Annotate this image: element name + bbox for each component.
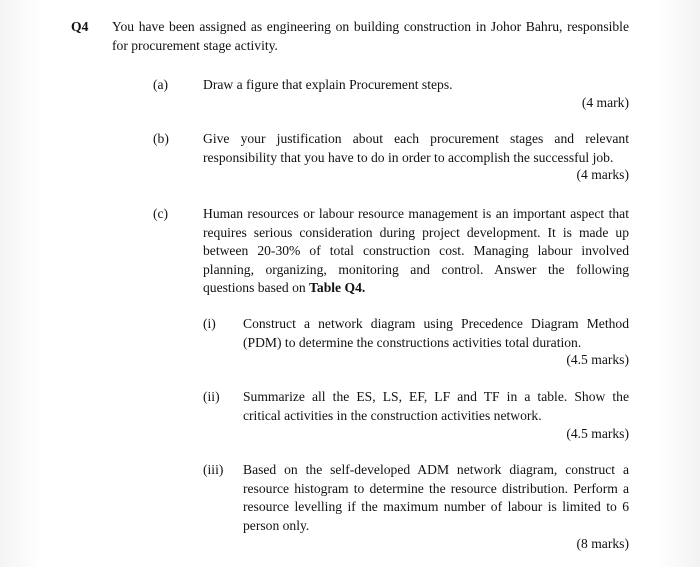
table-reference: Table Q4.	[309, 280, 366, 295]
part-c-text: Human resources or labour resource management is an important aspect that requires serious consideration during project development. It is made up between 20-30% of total construction cost. Managing labour involved planning, organizing, monitoring and control. Answer the following questions based on Table Q4.	[203, 206, 629, 295]
part-c-iii-marks: (8 marks)	[576, 536, 629, 551]
part-a-label: (a)	[153, 77, 169, 92]
part-b-text: Give your justification about each procurement stages and relevant responsibility that you have to do in order to accomplish the successful job.	[203, 131, 629, 165]
question-intro: You have been assigned as engineering on building construction in Johor Bahru, responsible for procurement stage activity.	[112, 19, 629, 53]
part-b-label: (b)	[153, 131, 169, 146]
part-a-text: Draw a figure that explain Procurement steps.	[203, 77, 453, 92]
question-number: Q4	[71, 19, 89, 34]
part-c-i-text: Construct a network diagram using Precedence Diagram Method (PDM) to determine the constructions activities total duration.	[243, 316, 629, 350]
part-a-marks: (4 mark)	[581, 95, 629, 110]
part-c-label: (c)	[153, 206, 169, 221]
part-b-marks: (4 marks)	[576, 167, 629, 182]
part-c-iii-text: Based on the self-developed ADM network diagram, construct a resource histogram to determine the resource distribution. Perform a resource levelling if the maximum number of labour is limited to 6 person only.	[243, 462, 629, 533]
part-c-ii-text: Summarize all the ES, LS, EF, LF and TF in a table. Show the critical activities in the construction activities network.	[243, 389, 629, 423]
part-c-iii-label: (iii)	[203, 462, 224, 477]
part-c-ii-marks: (4.5 marks)	[566, 426, 629, 441]
part-c-ii-label: (ii)	[203, 389, 220, 404]
part-c-i-label: (i)	[203, 316, 216, 331]
part-c-i-marks: (4.5 marks)	[566, 352, 629, 367]
